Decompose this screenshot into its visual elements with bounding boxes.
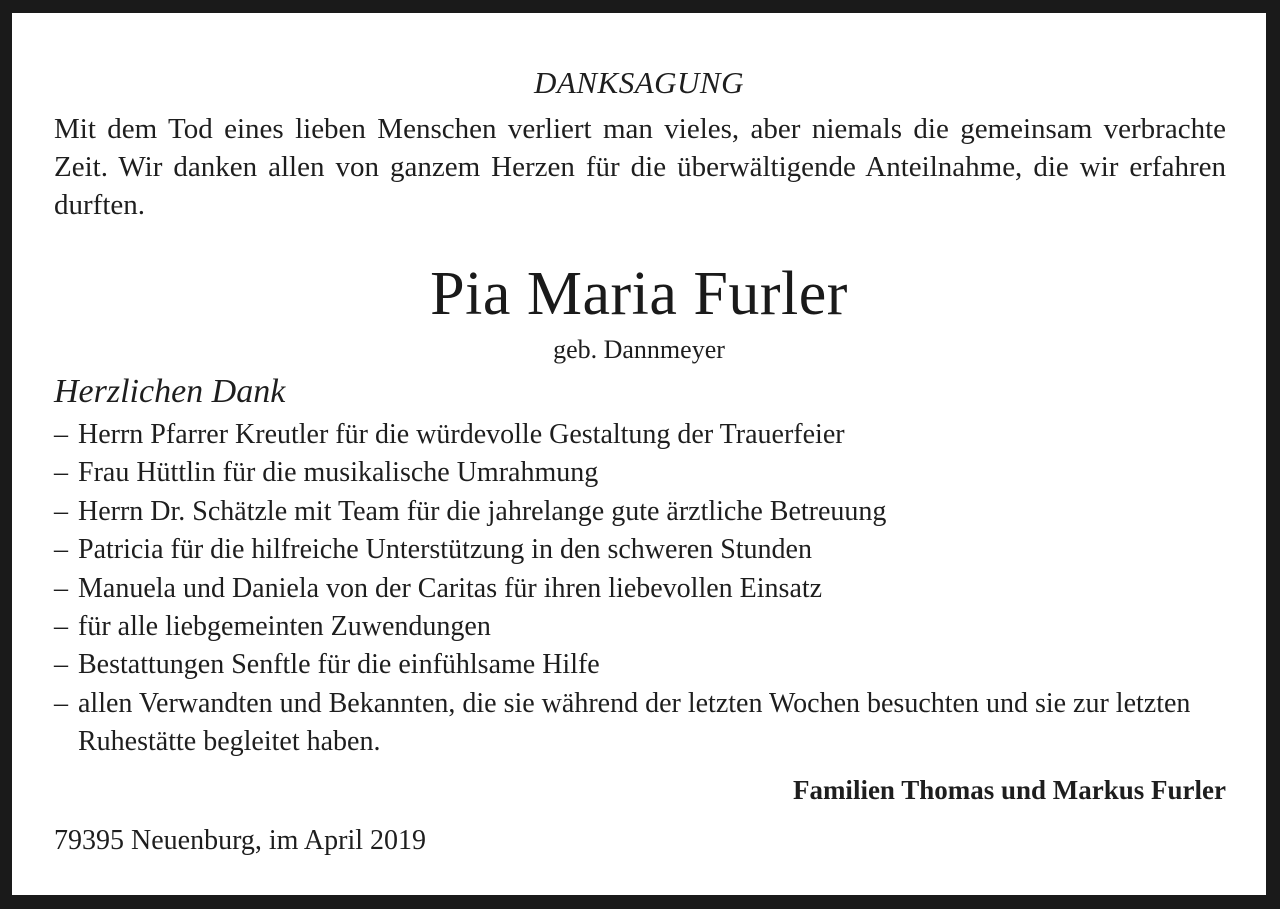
list-item-text: allen Verwandten und Bekannten, die sie während der letzten Wochen besuchten und sie zur letzten Ruhestätte begleitet haben. xyxy=(78,687,1191,758)
obituary-notice xyxy=(12,13,1266,895)
list-item-text: Bestattungen Senftle für die einfühlsame Hilfe xyxy=(78,649,600,681)
list-item-text: Patricia für die hilfreiche Unterstützung in den schweren Stunden xyxy=(78,534,812,566)
list-item-text: Herrn Pfarrer Kreutler für die würdevolle Gestaltung der Trauerfeier xyxy=(78,419,845,450)
list-item xyxy=(54,685,1194,762)
dash-bullet: – xyxy=(54,419,68,450)
thanks-list xyxy=(54,416,1194,762)
notice-heading: DANKSAGUNG xyxy=(534,65,744,100)
dash-bullet: – xyxy=(54,572,68,604)
intro-paragraph: Mit dem Tod eines lieben Menschen verliert man vieles, aber niemals die gemeinsam verbrachte Zeit. Wir danken allen von ganzem Herzen für die überwältigende Anteilnahme, die wir erfahren durften. xyxy=(54,113,1226,221)
list-item xyxy=(54,570,1194,608)
thanks-heading: Herzlichen Dank xyxy=(54,373,286,410)
list-item-text: Herrn Dr. Schätzle mit Team für die jahrelange gute ärztliche Betreuung xyxy=(78,495,887,527)
list-item xyxy=(54,454,1194,492)
list-item-text: Frau Hüttlin für die musikalische Umrahmung xyxy=(78,457,599,489)
deceased-name: Pia Maria Furler xyxy=(430,260,848,328)
dash-bullet: – xyxy=(54,687,68,719)
dash-bullet: – xyxy=(54,649,68,681)
place-date: 79395 Neuenburg, im April 2019 xyxy=(54,825,427,856)
list-item xyxy=(54,608,1194,646)
dash-bullet: – xyxy=(54,611,68,643)
signature: Familien Thomas und Markus Furler xyxy=(792,775,1226,805)
list-item xyxy=(54,493,1194,531)
list-item xyxy=(54,416,1194,454)
list-item xyxy=(54,646,1194,684)
list-item xyxy=(54,531,1194,569)
list-item-text: für alle liebgemeinten Zuwendungen xyxy=(78,611,491,643)
dash-bullet: – xyxy=(54,457,68,489)
list-item-text: Manuela und Daniela von der Caritas für ihren liebevollen Einsatz xyxy=(78,572,823,604)
dash-bullet: – xyxy=(54,534,68,566)
birth-name: geb. Dannmeyer xyxy=(553,335,725,364)
dash-bullet: – xyxy=(54,495,68,527)
